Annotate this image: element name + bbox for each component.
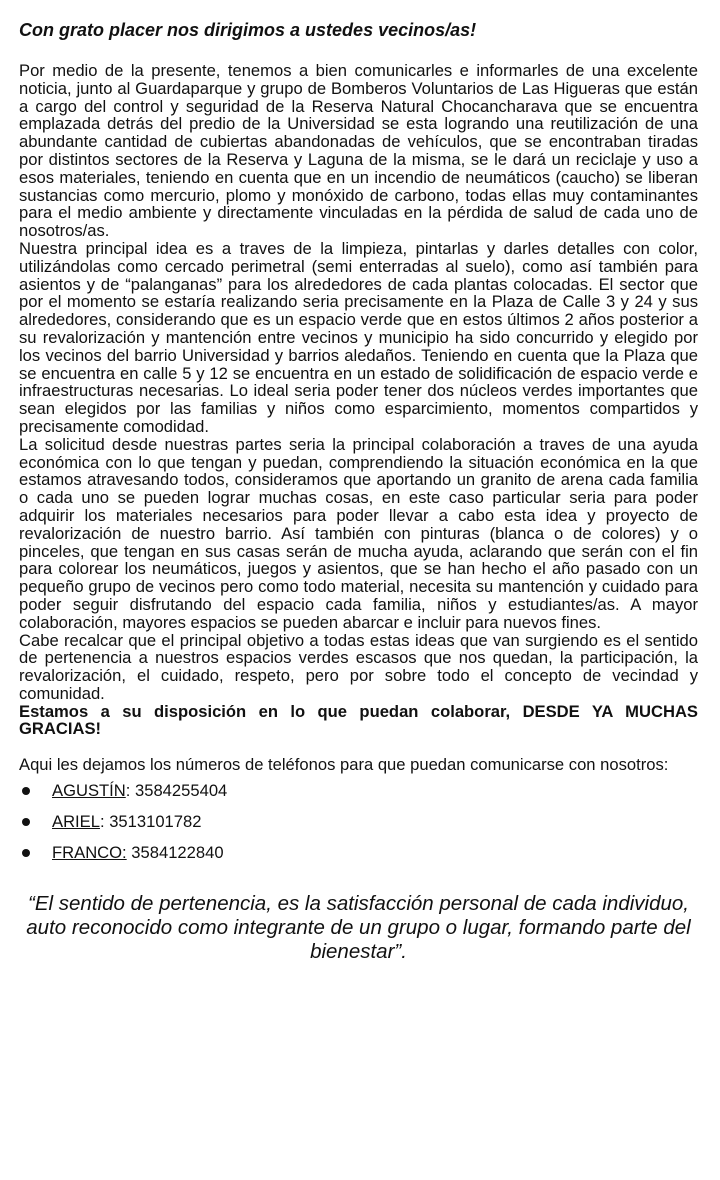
paragraph-request: La solicitud desde nuestras partes seria la principal colaboración a traves de una ayuda económica con lo que tengan y puedan, comprendiendo la situación económica en la que estamos atravesando todos, consideramos que aportando un granito de arena cada familia o cada uno se pueden lograr muchas cosas, en este caso particular seria para poder adquirir los materiales necesarios para poder llevar a cabo esta idea y proyecto de revalorización de nuestro barrio. Así también con pinturas (blanca o de colores) y o pinceles, que tengan en sus casas serán de mucha ayuda, aclarando que serán con el fin para colorear los neumáticos, juegos y asientos, que se han hecho el año pasado con un pequeño grupo de vecinos pero como todo material, necesita su mantención y cuidado para poder seguir disfrutando del espacio cada familia, niños y estudiantes/as. A mayor colaboración, mayores espacios se pueden abarcar e incluir para nuevos fines. xyxy=(19,434,698,632)
paragraph-idea: Nuestra principal idea es a traves de la limpieza, pintarlas y darles detalles con color, utilizándolas como cercado perimetral (semi enterradas al suelo), como así también para asientos y de “palanganas” para los alrededores de cada plantas colocadas. El sector que por el momento se estaría realizando seria precisamente en la Plaza de Calle 3 y 24 y sus alrededores, considerando que es un espacio verde que en estos últimos 2 años posterior a su revalorización y mantención entre vecinos y municipio ha sido concurrido y elegido por los vecinos del barrio Universidad y barrios aledaños. Teniendo en cuenta que la Plaza que se encuentra en calle 5 y 12 se encuentra en un estado de solidificación de espacio verde e infraestructuras necesarias. Lo ideal seria poder tener dos núcleos verdes importantes que sean elegidos por las familias y niños como esparcimiento, momentos compartidos y precisamente comodidad. xyxy=(19,238,698,436)
contact-phone: : 3584255404 xyxy=(125,781,228,801)
bullet-icon xyxy=(22,818,30,826)
contact-phone: : 3513101782 xyxy=(99,812,202,832)
contact-item xyxy=(19,813,698,831)
closing-thanks: Estamos a su disposición en lo que puedan colaborar, DESDE YA MUCHAS GRACIAS! xyxy=(19,701,698,739)
contact-name: AGUSTÍN xyxy=(52,781,126,801)
contacts-list xyxy=(19,782,698,862)
contacts-intro: Aqui les dejamos los números de teléfonos para que puedan comunicarse con nosotros: xyxy=(19,755,669,775)
paragraph-intro: Por medio de la presente, tenemos a bien comunicarles e informarles de una excelente noticia, junto al Guardaparque y grupo de Bomberos Voluntarios de Las Higueras que están a cargo del control y seguridad de la Reserva Natural Chocancharava que se encuentra emplazada detrás del predio de la Universidad se esta logrando una reutilización de una abundante cantidad de cubiertas abandonadas de vehículos, que se encontraban tiradas por distintos sectores de la Reserva y Laguna de la misma, se le dará un reciclaje y uso a esos materiales, teniendo en cuenta que en un incendio de neumáticos (caucho) se liberan sustancias como mercurio, plomo y monóxido de carbono, todas ellas muy contaminantes para el medio ambiente y directamente vinculadas en la pérdida de salud de cada uno de nosotros/as. xyxy=(19,61,698,241)
paragraph-objective: Cabe recalcar que el principal objetivo a todas estas ideas que van surgiendo es el sentido de pertenencia a nuestros espacios verdes escasos que nos quedan, la participación, la revalorización, el cuidado, respeto, pero por sobre todo el concepto de vecindad y comunidad. xyxy=(19,630,698,703)
contact-name: FRANCO: xyxy=(52,843,127,863)
letter-heading: Con grato placer nos dirigimos a ustedes vecinos/as! xyxy=(19,20,477,40)
contact-item xyxy=(19,782,698,800)
contact-item xyxy=(19,844,698,862)
bullet-icon xyxy=(22,787,30,795)
bullet-icon xyxy=(22,849,30,857)
contact-phone: 3584122840 xyxy=(126,843,224,863)
spacer xyxy=(19,738,698,756)
contact-name: ARIEL xyxy=(52,812,100,832)
closing-quote: “El sentido de pertenencia, es la satisfacción personal de cada individuo, auto reconocido como integrante de un grupo o lugar, formando parte del bienestar”. xyxy=(26,892,691,964)
